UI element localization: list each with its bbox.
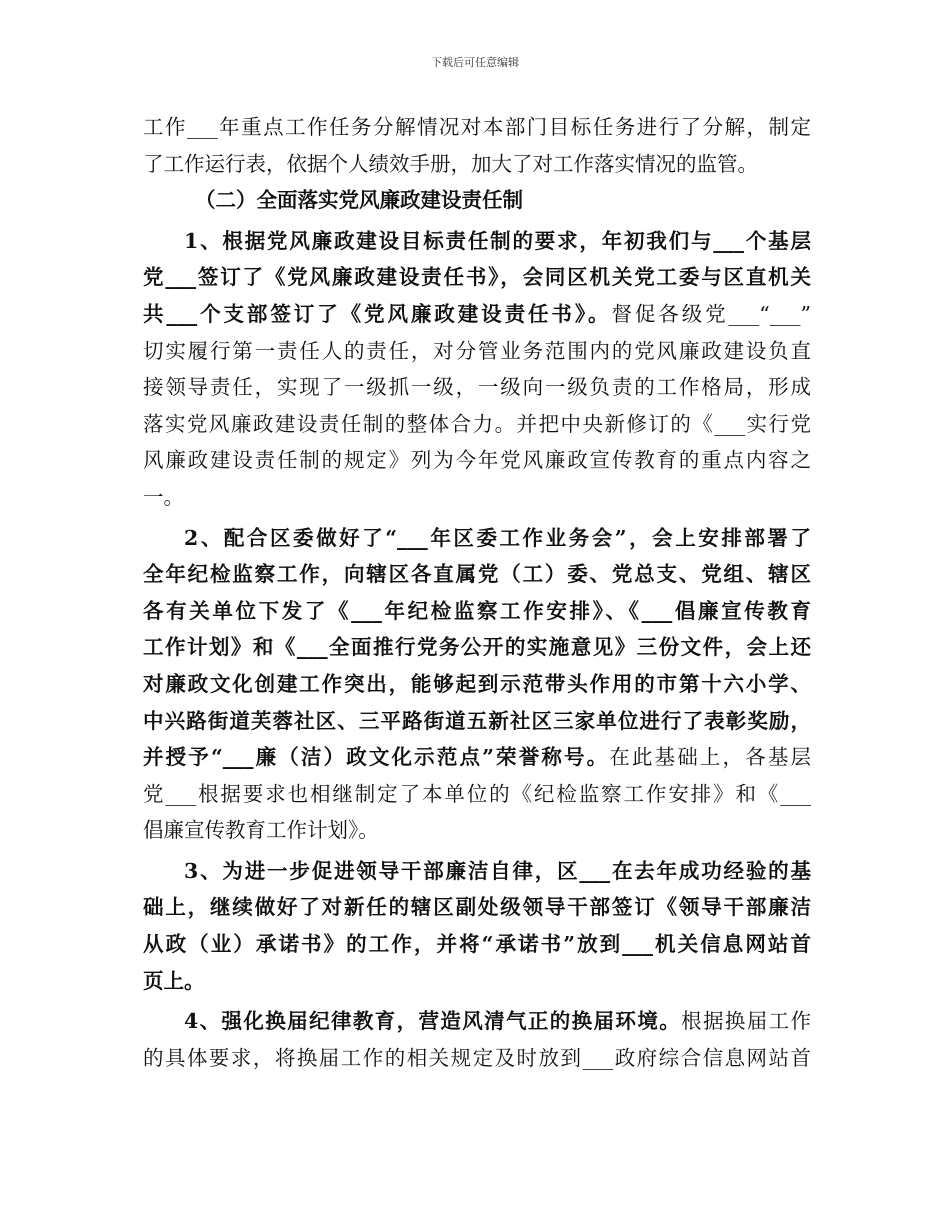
paragraph-2-line: 党___根据要求也相继制定了本单位的《纪检监察工作安排》和《___ [143,781,811,806]
paragraph-2-line: 工作计划》和《___全面推行党务公开的实施意见》三份文件，会上还 [143,635,811,660]
paragraph-1-line: 接领导责任，实现了一级抓一级，一级向一级负责的工作格局，形成 [143,375,811,400]
body-line: 工作___年重点工作任务分解情况对本部门目标任务进行了分解，制定 [143,115,811,139]
paragraph-3-line: 从政（业）承诺书》的工作，并将“承诺书”放到___机关信息网站首 [143,932,811,957]
paragraph-2-bold-fragment: 并授予“___廉（洁）政文化示范点”荣誉称号。 [143,745,610,770]
paragraph-1-normal-fragment: 督促各级党___“___” [611,301,812,326]
paragraph-1-mixed-line [143,296,811,333]
paragraph-2-line: 对廉政文化创建工作突出，能够起到示范带头作用的市第十六小学、 [143,671,811,696]
page-header-note: 下载后可任意编辑 [431,56,519,69]
body-line: 了工作运行表，依据个人绩效手册，加大了对工作落实情况的监管。 [143,151,758,176]
paragraph-3-line: 页上。 [143,968,205,993]
paragraph-4-bold-fragment: 4、强化换届纪律教育，营造风清气正的换届环境。 [184,1009,682,1034]
document-body [143,109,811,1076]
paragraph-1-line: 党___签订了《党风廉政建设责任书》，会同区机关党工委与区直机关 [143,265,811,290]
paragraph-2-line: 倡廉宣传教育工作计划》。 [143,818,379,843]
paragraph-1-line: 1、根据党风廉政建设目标责任制的要求，年初我们与___个基层 [184,228,811,253]
paragraph-1-line: 风廉政建设责任制的规定》列为今年党风廉政宣传教育的重点内容之 [143,448,811,473]
paragraph-4-normal-fragment: 根据换届工作 [681,1009,812,1034]
paragraph-4-mixed-line [143,1003,811,1040]
section-heading: （二）全面落实党风廉政建设责任制 [195,188,523,213]
paragraph-1-line: 一。 [143,484,184,509]
paragraph-2-mixed-line [143,739,811,776]
paragraph-2-normal-fragment: 在此基础上，各基层 [609,745,811,770]
paragraph-2-line: 2、配合区委做好了“___年区委工作业务会”，会上安排部署了 [184,525,811,550]
paragraph-1-line: 落实党风廉政建设责任制的整体合力。并把中央新修订的《___实行党 [143,411,811,436]
paragraph-3-line: 础上，继续做好了对新任的辖区副处级领导干部签订《领导干部廉洁 [143,895,811,920]
paragraph-4-line: 的具体要求，将换届工作的相关规定及时放到___政府综合信息网站首 [143,1045,811,1070]
paragraph-2-line: 各有关单位下发了《___年纪检监察工作安排》、《___倡廉宣传教育 [143,598,811,623]
paragraph-2-line: 全年纪检监察工作，向辖区各直属党（工）委、党总支、党组、辖区 [143,562,811,587]
paragraph-1-line: 切实履行第一责任人的责任，对分管业务范围内的党风廉政建设负直 [143,338,811,363]
paragraph-1-bold-fragment: 共___个支部签订了《党风廉政建设责任书》。 [143,301,612,326]
paragraph-2-line: 中兴路街道芙蓉社区、三平路街道五新社区三家单位进行了表彰奖励， [143,708,811,733]
paragraph-3-line: 3、为进一步促进领导干部廉洁自律，区___在去年成功经验的基 [184,858,811,883]
